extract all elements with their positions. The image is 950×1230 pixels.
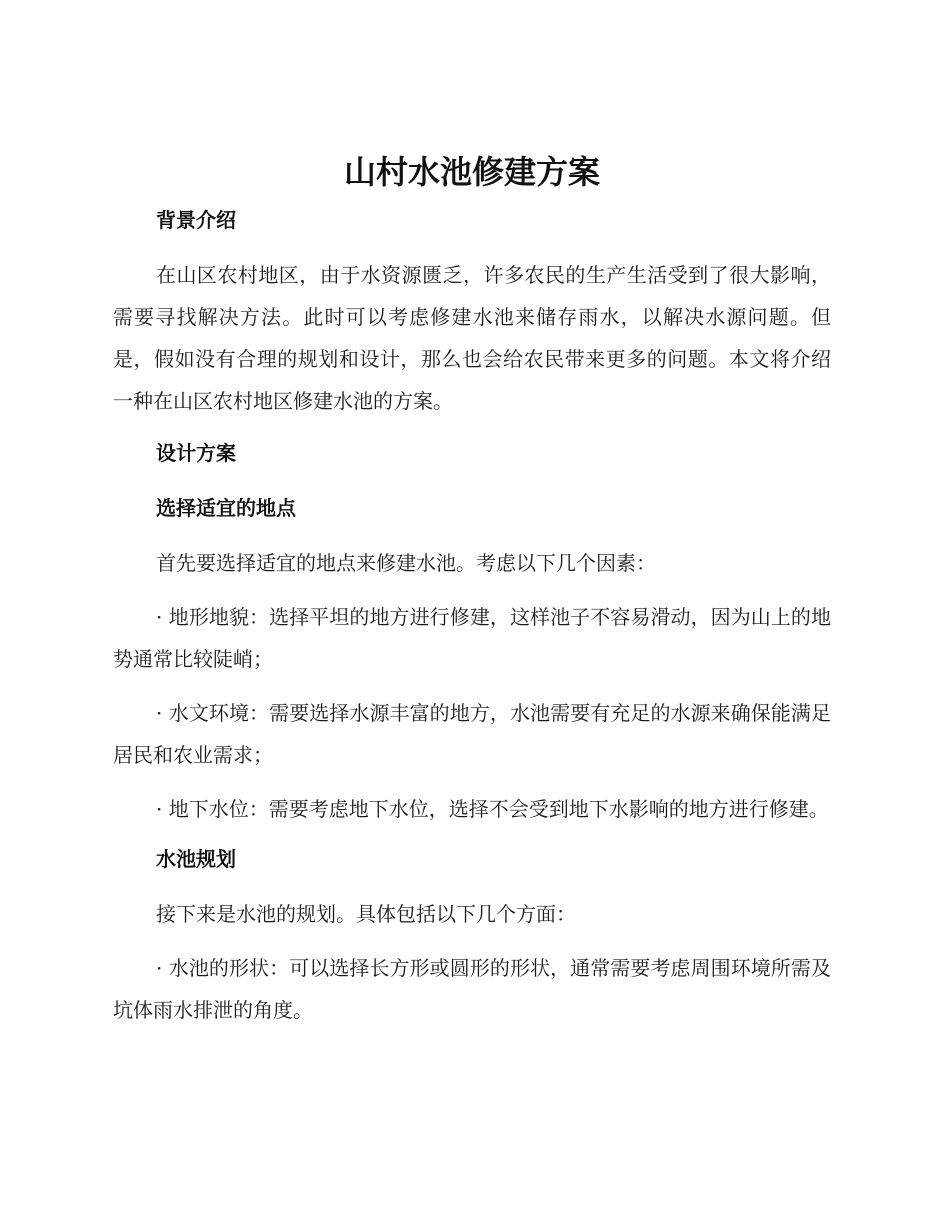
heading-pool-planning: 水池规划 [156, 847, 236, 871]
heading-design-plan: 设计方案 [156, 441, 236, 465]
heading-site-selection: 选择适宜的地点 [156, 496, 296, 520]
paragraph-pool-planning-intro: 接下来是水池的规划。具体包括以下几个方面： [156, 902, 576, 926]
paragraph-site-selection-intro: 首先要选择适宜的地点来修建水池。考虑以下几个因素： [156, 551, 656, 575]
document-body [113, 150, 831, 1031]
list-item-terrain: · 地形地貌：选择平坦的地方进行修建，这样池子不容易滑动，因为山上的地势通常比较陡峭； [113, 605, 831, 671]
list-item-groundwater: · 地下水位：需要考虑地下水位，选择不会受到地下水影响的地方进行修建。 [156, 797, 829, 821]
list-item-hydrology: · 水文环境：需要选择水源丰富的地方，水池需要有充足的水源来确保能满足居民和农业需求； [113, 701, 831, 767]
document-title: 山村水池修建方案 [343, 153, 600, 191]
heading-background: 背景介绍 [156, 208, 236, 232]
paragraph-background: 在山区农村地区，由于水资源匮乏，许多农民的生产生活受到了很大影响，需要寻找解决方法。此时可以考虑修建水池来储存雨水，以解决水源问题。但是，假如没有合理的规划和设计，那么也会给农民带来更多的问题。本文将介绍一种在山区农村地区修建水池的方案。 [113, 263, 831, 413]
list-item-pool-shape: · 水池的形状：可以选择长方形或圆形的形状，通常需要考虑周围环境所需及坑体雨水排泄的角度。 [113, 956, 831, 1022]
